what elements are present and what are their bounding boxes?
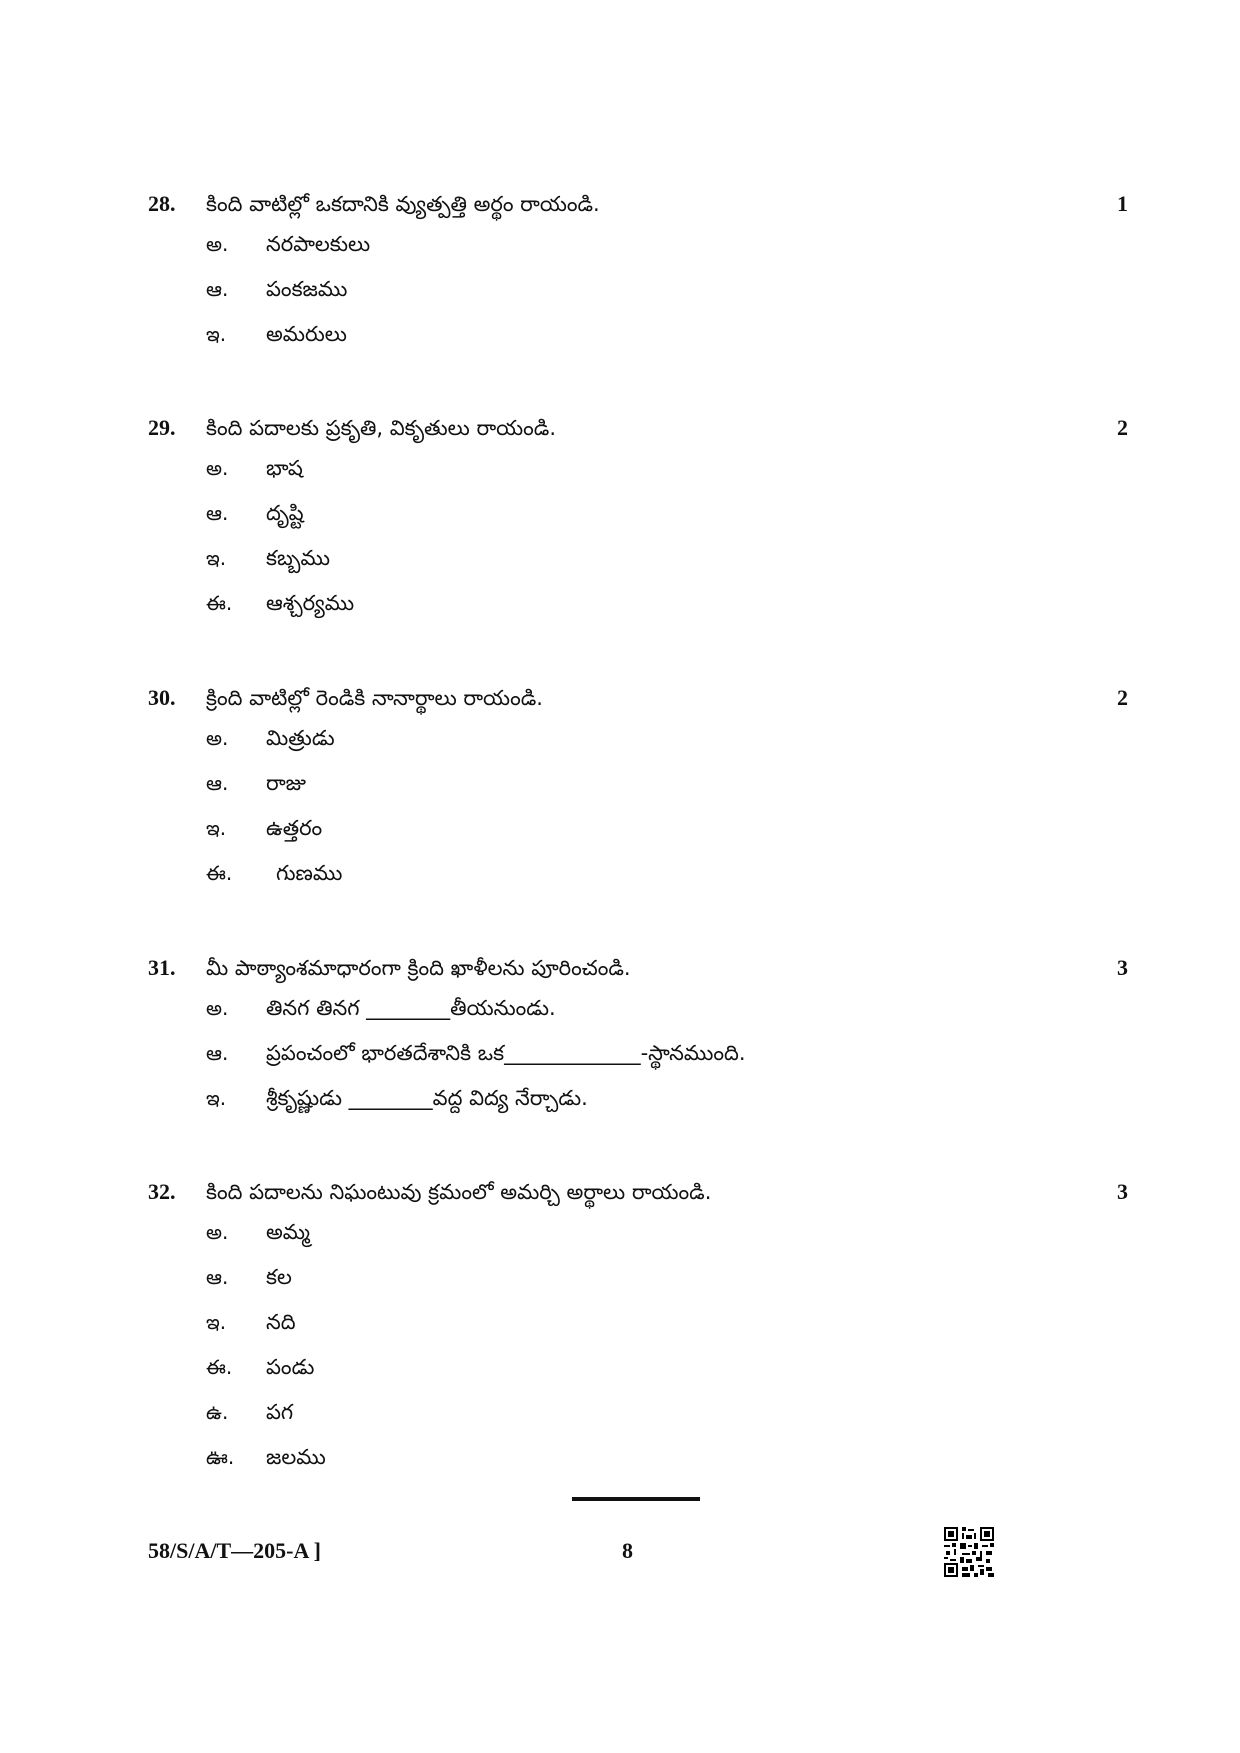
option-item	[148, 271, 1128, 316]
option-text: కబ్బము	[266, 546, 330, 570]
option-item	[148, 495, 1128, 540]
option-item	[148, 1080, 1128, 1125]
question-text: కింది పదాలకు ప్రకృతి, వికృతులు రాయండి.	[206, 416, 557, 440]
option-text: పంకజము	[266, 277, 348, 301]
page-number: 8	[622, 1538, 633, 1563]
question-marks: 3	[1117, 955, 1128, 980]
option-text: ప్రపంచంలో భారతదేశానికి ఒక_____________-స్థానముంది.	[266, 1041, 746, 1065]
option-text: రాజు	[266, 771, 307, 795]
option-text: మిత్రుడు	[266, 726, 335, 750]
question-marks: 1	[1117, 191, 1128, 216]
option-text: ఆశ్చర్యము	[266, 591, 355, 615]
question-marks: 2	[1117, 415, 1128, 440]
end-divider	[572, 1497, 700, 1501]
question-header	[148, 410, 1128, 450]
option-text: నది	[266, 1310, 296, 1334]
option-text: శ్రీకృష్ణుడు ________వద్ద విద్య నేర్చాడు.	[266, 1086, 588, 1110]
option-label: ఈ.	[206, 861, 233, 885]
question-number: 31.	[148, 955, 176, 980]
option-item	[148, 1214, 1128, 1259]
option-item	[148, 226, 1128, 271]
option-item	[148, 585, 1128, 630]
option-item	[148, 810, 1128, 855]
question-32	[148, 1174, 1128, 1484]
question-marks: 3	[1117, 1179, 1128, 1204]
option-item	[148, 720, 1128, 765]
question-text: కింది వాటిల్లో ఒకదానికి వ్యుత్పత్తి అర్థం రాయండి.	[206, 192, 600, 216]
option-item	[148, 1439, 1128, 1484]
option-item	[148, 1349, 1128, 1394]
option-label: అ.	[206, 456, 229, 480]
option-item	[148, 450, 1128, 495]
option-text: కల	[266, 1265, 292, 1289]
question-28	[148, 186, 1128, 361]
question-30	[148, 680, 1128, 900]
question-29	[148, 410, 1128, 630]
option-text: పగ	[266, 1400, 294, 1424]
question-number: 32.	[148, 1179, 176, 1204]
option-item	[148, 990, 1128, 1035]
option-label: అ.	[206, 726, 229, 750]
question-number: 29.	[148, 415, 176, 440]
question-header	[148, 186, 1128, 226]
option-item	[148, 855, 1128, 900]
paper-code: 58/S/A/T—205-A ]	[148, 1538, 321, 1563]
question-text: మీ పాఠ్యాంశమాధారంగా క్రింది ఖాళీలను పూరించండి.	[206, 956, 631, 980]
option-label: అ.	[206, 996, 229, 1020]
option-text: దృష్టి	[266, 501, 304, 525]
option-label: ఆ.	[206, 1041, 229, 1065]
question-header	[148, 950, 1128, 990]
option-item	[148, 1394, 1128, 1439]
option-label: అ.	[206, 232, 229, 256]
option-item	[148, 1035, 1128, 1080]
option-text: పండు	[266, 1355, 315, 1379]
option-label: ఆ.	[206, 1265, 229, 1289]
option-text: తినగ తినగ ________తీయనుండు.	[266, 996, 556, 1020]
option-text: జలము	[266, 1445, 326, 1469]
option-label: ఆ.	[206, 771, 229, 795]
option-label: ఆ.	[206, 277, 229, 301]
option-label: ఉ.	[206, 1400, 229, 1424]
question-text: క్రింది వాటిల్లో రెండికి నానార్థాలు రాయండి.	[206, 686, 543, 710]
option-label: ఇ.	[206, 816, 227, 840]
question-number: 28.	[148, 191, 176, 216]
question-31	[148, 950, 1128, 1125]
option-label: ఈ.	[206, 1355, 233, 1379]
option-text: గుణము	[276, 861, 343, 885]
option-label: ఇ.	[206, 1086, 227, 1110]
option-label: ఈ.	[206, 591, 233, 615]
question-marks: 2	[1117, 685, 1128, 710]
option-item	[148, 1304, 1128, 1349]
option-text: అమరులు	[266, 322, 347, 346]
option-item	[148, 316, 1128, 361]
option-label: ఊ.	[206, 1445, 235, 1469]
option-item	[148, 1259, 1128, 1304]
option-label: ఇ.	[206, 322, 227, 346]
question-number: 30.	[148, 685, 176, 710]
question-header	[148, 1174, 1128, 1214]
option-text: నరపాలకులు	[266, 232, 371, 256]
option-label: ఇ.	[206, 546, 227, 570]
option-text: అమ్మ	[266, 1220, 310, 1244]
qr-code-icon	[944, 1527, 994, 1577]
option-label: అ.	[206, 1220, 229, 1244]
option-item	[148, 540, 1128, 585]
option-item	[148, 765, 1128, 810]
option-label: ఇ.	[206, 1310, 227, 1334]
option-text: భాష	[266, 456, 303, 480]
question-text: కింది పదాలను నిఘంటువు క్రమంలో అమర్చి అర్థాలు రాయండి.	[206, 1180, 712, 1204]
option-text: ఉత్తరం	[266, 816, 323, 840]
question-header	[148, 680, 1128, 720]
option-label: ఆ.	[206, 501, 229, 525]
